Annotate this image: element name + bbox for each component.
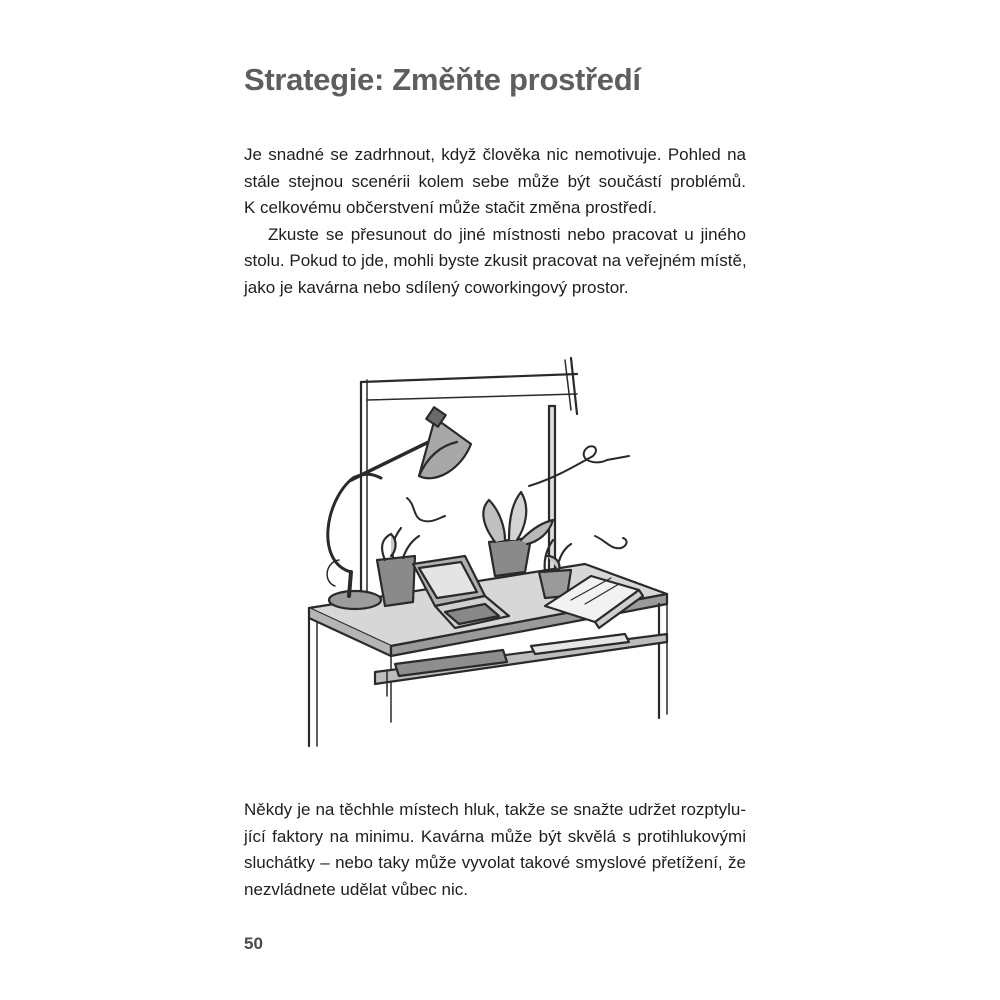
text-line: Je snadné se zadrhnout, když člověka nic nemotivuje. Pohled na — [244, 145, 746, 164]
text-line: jící faktory na minimu. Kavárna může být skvělá s protihlukovými — [244, 826, 746, 846]
page-title: Strategie: Změňte prostředí — [244, 62, 641, 97]
text-line: nezvládnete udělat vůbec nic. — [244, 879, 468, 899]
text-line: stále stejnou scenérii kolem sebe může být součástí problémů. — [244, 171, 746, 191]
text-line: K celkovému občerstvení může stačit změna prostředí. — [244, 198, 657, 217]
paragraph-intro — [244, 142, 746, 301]
text-line: sluchátky – nebo taky může vyvolat takové smyslové přetížení, že — [244, 853, 746, 872]
text-line: Zkuste se přesunout do jiné místnosti nebo pracovat u jiného — [268, 224, 746, 244]
desk-illustration-icon — [295, 350, 695, 750]
text-line: stolu. Pokud to jde, mohli byste zkusit pracovat na veřejném místě, — [244, 251, 747, 270]
page-number: 50 — [244, 934, 263, 953]
text-line: jako je kavárna nebo sdílený coworkingový prostor. — [244, 277, 629, 297]
text-line: Někdy je na těchhle místech hluk, takže se snažte udržet rozptylu- — [244, 800, 746, 819]
paragraph-noise — [244, 797, 746, 903]
